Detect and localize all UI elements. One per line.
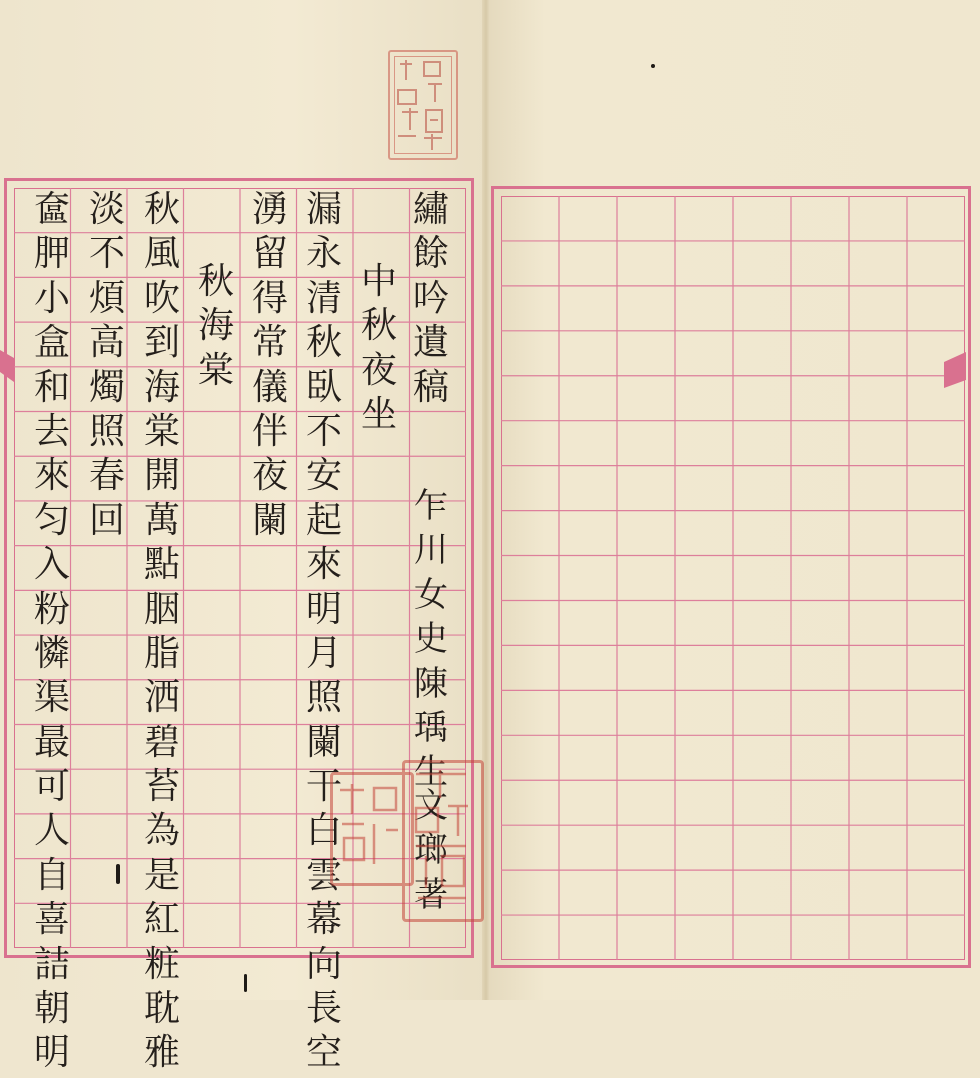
poem-line: 淡 不 煩 高 燭 照 春 回 [88, 189, 125, 541]
ink-speck [244, 974, 247, 992]
fold-mark-right [944, 352, 966, 388]
poem-title: 秋 海 棠 [197, 261, 234, 391]
library-seal [388, 50, 458, 160]
poem-2-line-2 [81, 190, 133, 545]
column-title [405, 190, 457, 412]
poem-1-title [353, 262, 405, 440]
poem-1-line-1 [298, 190, 350, 1078]
poem-2-line-1 [136, 190, 188, 1078]
poem-line: 奩 胛 小 盒 和 去 來 匀 入 粉 憐 渠 最 可 人 自 喜 詰 朝 明 [33, 189, 70, 1074]
poem-title: 中 秋 夜 坐 [360, 261, 397, 436]
author-line: 乍 川 女 史 陳 瑀 生 [414, 486, 448, 793]
poem-2-title [190, 262, 242, 395]
fold-mark-left [0, 350, 14, 382]
poem-line: 湧 留 得 常 儀 伴 夜 闌 [251, 189, 288, 541]
ink-speck [116, 864, 120, 884]
ink-speck [651, 64, 655, 68]
book-title: 繡 餘 吟 遺 稿 [412, 189, 449, 408]
poem-1-line-2 [244, 190, 296, 545]
poem-line: 秋 風 吹 到 海 棠 開 萬 點 胭 脂 洒 碧 苔 為 是 紅 粧 耽 雅 [143, 189, 180, 1074]
column-author [405, 486, 457, 797]
author-name: 文 瑯 著 [414, 786, 448, 915]
poem-line: 漏 永 清 秋 臥 不 安 起 來 明 月 照 闌 干 白 雲 幕 向 長 空 [305, 189, 342, 1074]
owner-seal [330, 760, 482, 920]
poem-3-line-1 [26, 190, 78, 1078]
